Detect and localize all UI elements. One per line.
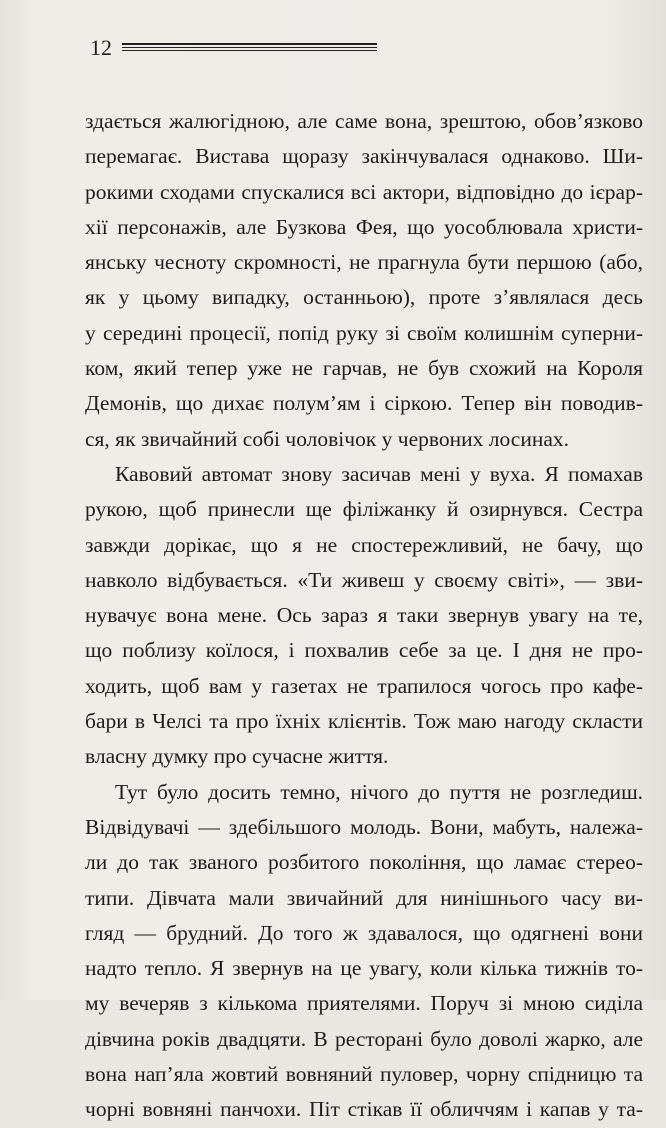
page-number: 12	[90, 35, 112, 60]
text-line: типи. Дівчата мали звичайний для нинішнього часу ви-	[85, 885, 643, 910]
page-header	[90, 36, 390, 60]
text-line: надто тепло. Я звернув на це увагу, коли кілька тижнів то-	[85, 956, 643, 981]
header-rule	[122, 50, 377, 51]
text-line: рокими сходами спускалися всі актори, відповідно до ієрар-	[85, 179, 643, 204]
text-line: здається жалюгідною, але саме вона, зрештою, обов’язково	[85, 109, 643, 133]
text-line: чорні вовняні панчохи. Піт стікав її обличчям і капав у та-	[85, 1097, 643, 1122]
text-line: нувачує вона мене. Ось зараз я таки звернув увагу на те,	[85, 603, 643, 628]
text-line: Тут було досить темно, нічого до пуття не розгледиш.	[115, 779, 643, 804]
body-text	[85, 104, 643, 1128]
text-line: му вечеряв з кількома приятелями. Поруч зі мною сиділа	[85, 991, 643, 1016]
text-line: хії персонажів, але Бузкова Фея, що уособлювала христи-	[85, 214, 643, 239]
text-line: ком, який тепер уже не гарчав, не був схожий на Короля	[85, 356, 643, 381]
text-line: як у цьому випадку, останньою), проте з’являлася десь	[85, 285, 643, 310]
text-line: янську чесноту скромності, не прагнула бути першою (або,	[85, 250, 643, 275]
text-line: вона нап’яла жовтий вовняний пуловер, чорну спідницю та	[85, 1062, 643, 1087]
text-line: Кавовий автомат знову засичав мені у вуха. Я помахав	[115, 461, 643, 486]
text-line: у середині процесії, попід руку зі своїм колишнім суперни-	[85, 320, 643, 345]
text-line: бари в Челсі та про їхніх клієнтів. Тож маю нагоду скласти	[85, 709, 643, 734]
text-line: дівчина років двадцяти. В ресторані було доволі жарко, але	[85, 1026, 643, 1051]
text-line: що поблизу коїлося, і похвалив себе за це. І дня не про-	[85, 638, 643, 663]
text-line: перемагає. Вистава щоразу закінчувалася однаково. Ши-	[85, 144, 643, 169]
text-line: Відвідувачі — здебільшого молодь. Вони, мабуть, належа-	[85, 814, 643, 839]
text-line: завжди дорікає, що я не спостережливий, не бачу, що	[85, 532, 643, 557]
header-rule	[122, 43, 377, 45]
text-line: рукою, щоб принесли ще філіжанку й озирнувся. Сестра	[85, 497, 643, 522]
text-line: ходить, щоб вам у газетах не трапилося чогось про кафе-	[85, 673, 643, 698]
text-line: гляд — брудний. До того ж здавалося, що одягнені вони	[85, 920, 643, 945]
text-line: Демонів, що дихає полум’ям і сіркою. Тепер він поводив-	[85, 391, 643, 416]
text-line: навколо відбувається. «Ти живеш у своєму світі», — зви-	[85, 567, 643, 592]
text-line: власну думку про сучасне життя.	[85, 744, 389, 769]
text-line: ли до так званого розбитого покоління, що ламає стерео-	[85, 850, 643, 875]
header-rule	[122, 47, 377, 48]
text-line: ся, як звичайний собі чоловічок у червоних лосинах.	[85, 426, 570, 451]
